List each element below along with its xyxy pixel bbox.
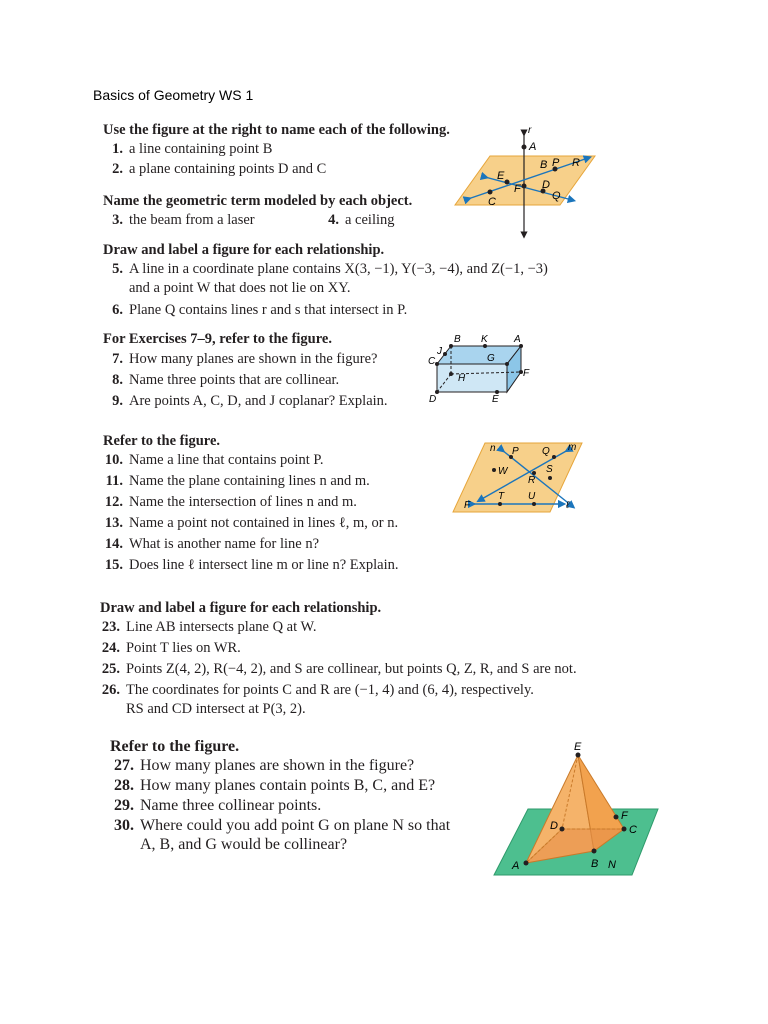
figure-plane-nml bbox=[450, 438, 590, 518]
exercise-number: 30. bbox=[114, 817, 134, 834]
section-5 bbox=[103, 433, 398, 574]
label-U: U bbox=[528, 491, 536, 502]
label-G: G bbox=[487, 353, 495, 364]
exercise-13 bbox=[103, 515, 398, 532]
top-face bbox=[437, 346, 521, 364]
section-heading: Draw and label a figure for each relationship. bbox=[100, 600, 382, 616]
label-E: E bbox=[497, 170, 505, 182]
exercise-text: Name a line that contains point P. bbox=[129, 452, 324, 468]
exercise-number: 5. bbox=[112, 261, 123, 277]
label-A: A bbox=[529, 141, 537, 153]
exercise-text: Name the plane containing lines n and m. bbox=[129, 473, 370, 489]
exercise-number: 9. bbox=[112, 393, 123, 409]
exercise-number: 3. bbox=[112, 212, 123, 228]
label-m: m bbox=[568, 442, 577, 453]
label-F: F bbox=[514, 183, 521, 195]
exercise-number: 26. bbox=[101, 682, 120, 698]
point-Q bbox=[552, 455, 556, 459]
point-J bbox=[443, 352, 447, 356]
label-R: R bbox=[528, 475, 536, 486]
exercise-text: Point T lies on WR. bbox=[126, 640, 241, 656]
point-B bbox=[449, 344, 453, 348]
exercise-30 bbox=[110, 817, 450, 835]
point-C bbox=[435, 362, 439, 366]
exercise-text: Where could you add point G on plane N so that bbox=[140, 817, 451, 834]
label-l: ℓ bbox=[566, 500, 570, 511]
section-heading: Name the geometric term modeled by each object. bbox=[103, 193, 413, 209]
exercise-text: Points Z(4, 2), R(−4, 2), and S are collinear, but points Q, Z, R, and S are not. bbox=[126, 661, 577, 677]
figure-rectangular-prism bbox=[425, 330, 545, 410]
exercise-text: the beam from a laser bbox=[129, 212, 255, 228]
section-6 bbox=[100, 600, 577, 718]
exercise-number: 6. bbox=[112, 302, 123, 318]
label-J: J bbox=[437, 346, 442, 357]
exercise-15 bbox=[103, 557, 398, 574]
exercise-7 bbox=[103, 351, 388, 368]
point-E bbox=[576, 753, 581, 758]
section-heading: Refer to the figure. bbox=[110, 738, 240, 755]
exercise-number: 29. bbox=[114, 797, 134, 814]
point-B bbox=[592, 849, 597, 854]
exercise-number: 12. bbox=[104, 494, 123, 510]
section-3 bbox=[103, 242, 548, 319]
exercise-text: A line in a coordinate plane contains X(3, −1), Y(−3, −4), and Z(−1, −3) bbox=[129, 261, 548, 277]
point-A bbox=[524, 861, 529, 866]
exercise-text: How many planes contain points B, C, and E? bbox=[140, 777, 436, 794]
exercise-text: What is another name for line n? bbox=[129, 536, 320, 552]
exercise-number: 14. bbox=[104, 536, 123, 552]
label-B: B bbox=[454, 334, 461, 345]
exercise-text: How many planes are shown in the figure? bbox=[129, 351, 378, 367]
label-C: C bbox=[629, 824, 637, 836]
exercise-30-continued: A, B, and G would be collinear? bbox=[140, 836, 348, 853]
label-n: n bbox=[490, 443, 496, 454]
point-A bbox=[522, 145, 527, 150]
exercise-text: How many planes are shown in the figure? bbox=[140, 757, 415, 774]
point-S bbox=[548, 476, 552, 480]
figure-pyramid bbox=[490, 737, 660, 877]
label-r: r bbox=[528, 125, 532, 136]
exercise-number: 10. bbox=[104, 452, 123, 468]
exercise-number: 8. bbox=[112, 372, 123, 388]
point-F bbox=[614, 815, 619, 820]
exercise-11 bbox=[103, 473, 398, 490]
exercise-9 bbox=[103, 393, 388, 410]
label-R: R bbox=[572, 157, 580, 169]
section-2 bbox=[103, 193, 412, 229]
exercise-23 bbox=[100, 619, 577, 636]
exercise-text: Name three collinear points. bbox=[140, 797, 322, 814]
exercise-text: Name the intersection of lines n and m. bbox=[129, 494, 357, 510]
document-title: Basics of Geometry WS 1 bbox=[93, 87, 254, 103]
label-Q: Q bbox=[552, 190, 561, 202]
section-1 bbox=[103, 122, 450, 178]
exercise-25 bbox=[100, 661, 577, 678]
label-C: C bbox=[488, 196, 496, 208]
label-D: D bbox=[542, 179, 550, 191]
label-F: F bbox=[523, 368, 530, 379]
exercise-number: 2. bbox=[112, 161, 123, 177]
exercise-10 bbox=[103, 452, 398, 469]
exercise-number: 4. bbox=[328, 212, 339, 228]
exercise-28 bbox=[110, 777, 450, 795]
exercise-text: Name a point not contained in lines ℓ, m, or n. bbox=[129, 515, 399, 531]
exercise-number: 28. bbox=[114, 777, 134, 794]
exercise-6 bbox=[103, 302, 548, 319]
label-K: K bbox=[481, 334, 488, 345]
exercise-number: 25. bbox=[101, 661, 120, 677]
point-H bbox=[449, 372, 453, 376]
point-D bbox=[560, 827, 565, 832]
label-Q: Q bbox=[542, 446, 550, 457]
exercise-text: Does line ℓ intersect line m or line n? Explain. bbox=[129, 557, 399, 573]
label-T: T bbox=[498, 491, 505, 502]
label-E: E bbox=[492, 394, 499, 405]
label-N: N bbox=[608, 859, 616, 871]
exercise-24 bbox=[100, 640, 577, 657]
point-U bbox=[532, 502, 536, 506]
exercise-27 bbox=[110, 757, 450, 775]
label-B: B bbox=[540, 159, 548, 171]
exercise-number: 1. bbox=[112, 141, 123, 157]
exercise-number: 24. bbox=[101, 640, 120, 656]
exercise-26 bbox=[100, 682, 577, 699]
section-7 bbox=[110, 738, 450, 854]
exercise-1 bbox=[103, 141, 450, 158]
exercise-2 bbox=[103, 161, 450, 178]
figure-plane-lines bbox=[450, 125, 600, 240]
exercise-text: a line containing point B bbox=[129, 141, 273, 157]
exercise-text: Are points A, C, D, and J coplanar? Explain. bbox=[129, 393, 388, 409]
point-F bbox=[522, 184, 527, 189]
section-4 bbox=[103, 331, 388, 410]
point-E bbox=[505, 180, 510, 185]
exercise-text: a plane containing points D and C bbox=[129, 161, 327, 177]
label-H: H bbox=[458, 373, 466, 384]
exercise-text: Name three points that are collinear. bbox=[129, 372, 340, 388]
exercise-number: 11. bbox=[105, 473, 123, 489]
exercise-text: a ceiling bbox=[345, 212, 395, 228]
label-A: A bbox=[514, 334, 521, 345]
section-heading: Use the figure at the right to name each of the following. bbox=[103, 122, 450, 138]
point-T bbox=[498, 502, 502, 506]
point-C bbox=[622, 827, 627, 832]
exercise-text: Line AB intersects plane Q at W. bbox=[126, 619, 317, 635]
point-W bbox=[492, 468, 496, 472]
exercise-text: Plane Q contains lines r and s that intersect in P. bbox=[129, 302, 408, 318]
section-heading: For Exercises 7–9, refer to the figure. bbox=[103, 331, 332, 347]
exercise-text: The coordinates for points C and R are (−1, 4) and (6, 4), respectively. bbox=[126, 682, 534, 698]
exercise-26-continued: RS and CD intersect at P(3, 2). bbox=[126, 701, 306, 717]
exercise-14 bbox=[103, 536, 398, 553]
label-W: W bbox=[498, 466, 508, 477]
label-F: F bbox=[464, 500, 471, 511]
exercise-number: 7. bbox=[112, 351, 123, 367]
label-C: C bbox=[428, 356, 436, 367]
exercise-29 bbox=[110, 797, 450, 815]
label-B: B bbox=[591, 858, 599, 870]
label-S: S bbox=[546, 464, 553, 475]
label-E: E bbox=[574, 741, 582, 753]
exercise-number: 13. bbox=[104, 515, 123, 531]
label-F: F bbox=[621, 810, 628, 822]
label-D: D bbox=[429, 394, 437, 405]
exercise-5 bbox=[103, 261, 548, 278]
exercise-12 bbox=[103, 494, 398, 511]
exercise-number: 27. bbox=[114, 757, 134, 774]
label-A: A bbox=[512, 860, 520, 872]
section-heading: Draw and label a figure for each relationship. bbox=[103, 242, 385, 258]
exercise-number: 15. bbox=[104, 557, 123, 573]
exercise-5-continued: and a point W that does not lie on XY. bbox=[129, 280, 351, 296]
section-heading: Refer to the figure. bbox=[103, 433, 221, 449]
point-C bbox=[488, 190, 493, 195]
exercise-number: 23. bbox=[101, 619, 120, 635]
label-P: P bbox=[552, 157, 560, 169]
label-P: P bbox=[512, 446, 519, 457]
exercise-8 bbox=[103, 372, 388, 389]
point-G bbox=[505, 362, 509, 366]
exercise-3-4 bbox=[103, 212, 412, 229]
label-D: D bbox=[550, 820, 558, 832]
